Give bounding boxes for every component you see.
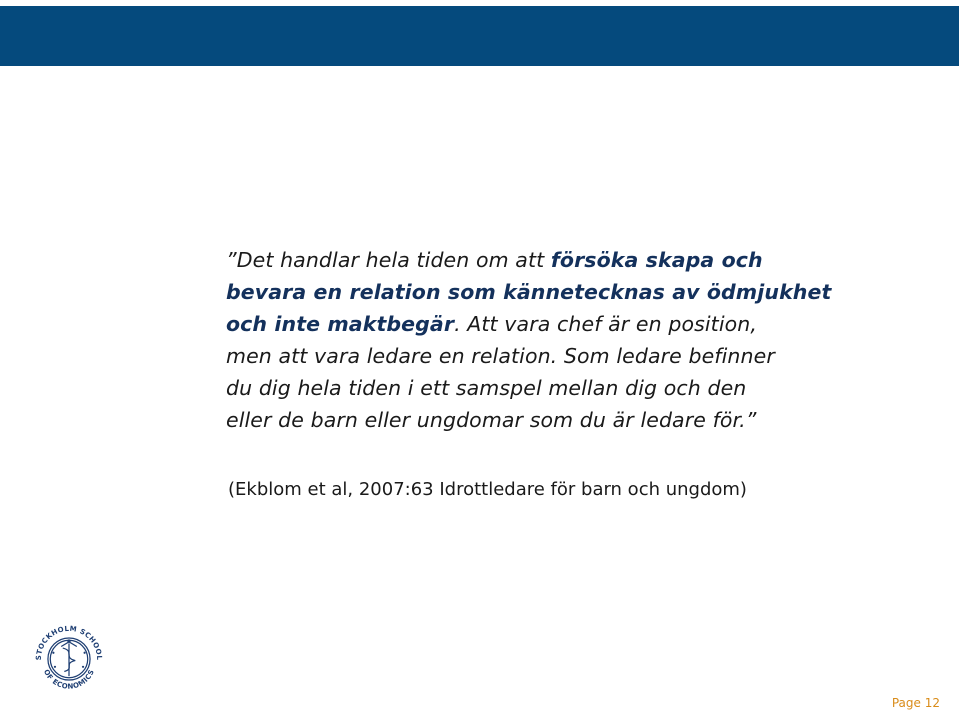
page-number bbox=[892, 696, 940, 710]
quote-block bbox=[226, 244, 926, 436]
quote-line bbox=[226, 276, 926, 308]
logo-text-top: STOCKHOLM SCHOOL bbox=[33, 623, 105, 661]
page-value: 12 bbox=[924, 696, 940, 710]
quote-segment: . Att vara chef är en position, bbox=[454, 312, 757, 336]
quote-line bbox=[226, 404, 926, 436]
header-band bbox=[0, 6, 959, 66]
quote-line bbox=[226, 308, 926, 340]
quote-segment: du dig hela tiden i ett samspel mellan dig och den bbox=[226, 376, 747, 400]
citation: (Ekblom et al, 2007:63 Idrottledare för barn och ungdom) bbox=[228, 479, 747, 500]
quote-segment: men att vara ledare en relation. Som ledare befinner bbox=[226, 344, 775, 368]
quote-line bbox=[226, 340, 926, 372]
stockholm-school-logo bbox=[30, 620, 108, 698]
page-label: Page bbox=[891, 696, 921, 710]
logo-text-bottom: OF ECONOMICS bbox=[41, 667, 96, 691]
quote-line bbox=[226, 244, 926, 276]
quote-highlight: och inte maktbegär bbox=[226, 312, 455, 336]
quote-highlight: bevara en relation som kännetecknas av ödmjukhet bbox=[226, 280, 832, 304]
quote-segment: eller de barn eller ungdomar som du är ledare för.” bbox=[226, 408, 757, 432]
quote-line bbox=[226, 372, 926, 404]
quote-highlight: försöka skapa och bbox=[550, 248, 763, 272]
quote-segment: ”Det handlar hela tiden om att bbox=[226, 248, 551, 272]
